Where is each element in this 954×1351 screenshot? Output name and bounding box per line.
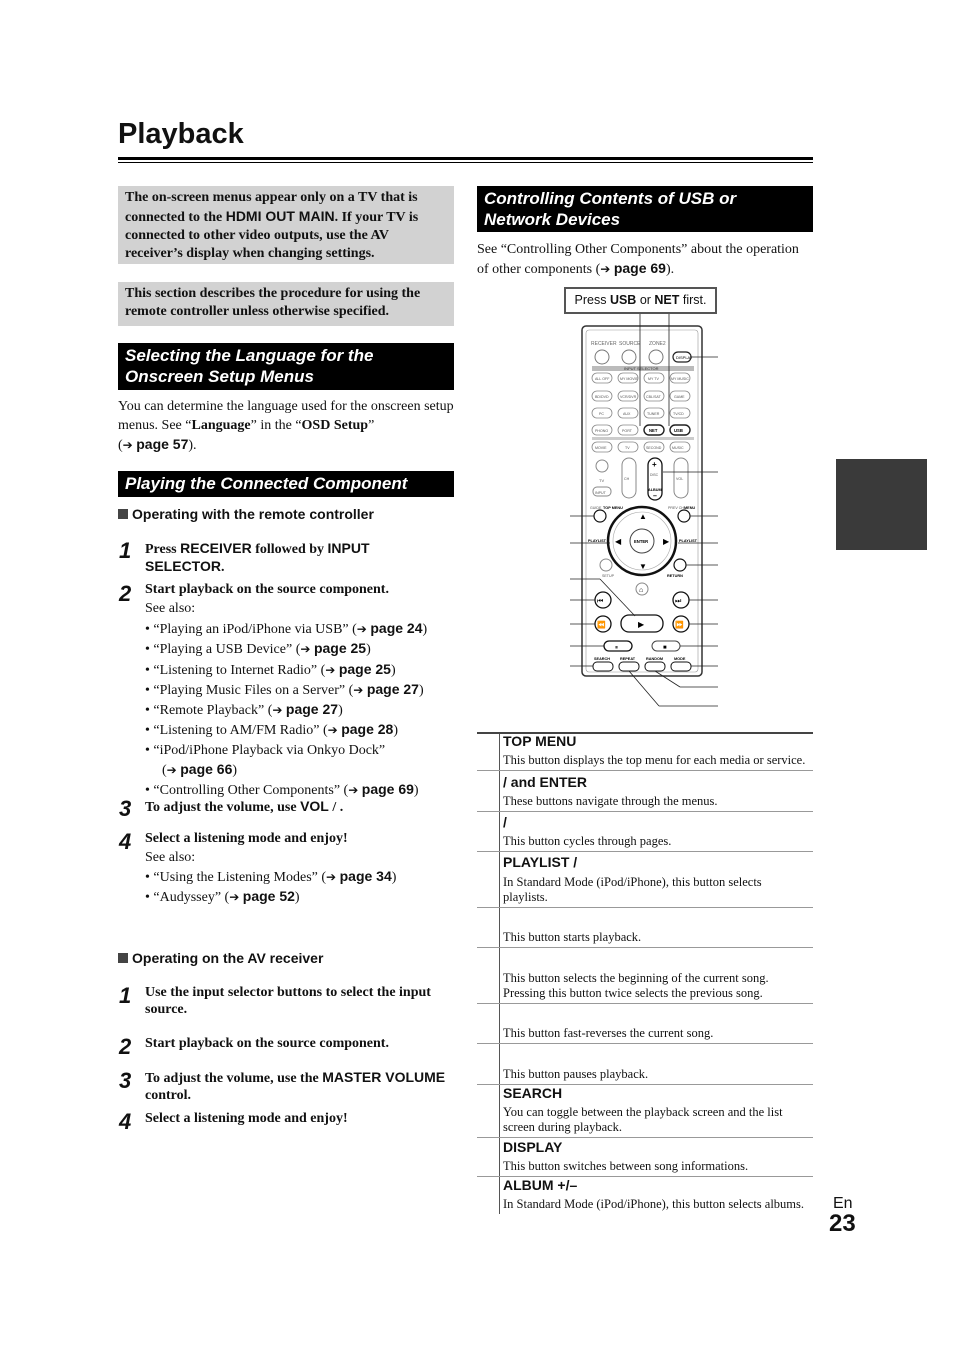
btn-label: TV — [625, 446, 630, 450]
key-desc: In Standard Mode (iPod/iPhone), this button selects albums. — [503, 1197, 805, 1211]
random-button — [645, 662, 665, 671]
list-item: • “Playing Music Files on a Server” (➔ page 27) — [145, 680, 424, 698]
step-number: 4 — [119, 1109, 132, 1134]
input-selector-label: INPUT SELECTOR — [624, 366, 659, 371]
arrow-icon: ➔ — [272, 703, 283, 718]
btn-label: ALL OFF — [595, 377, 610, 381]
usb-label: USB — [674, 428, 683, 433]
title-rule-thin — [118, 162, 813, 163]
step-number: 1 — [119, 983, 132, 1008]
key-desc: This button pauses playback. — [503, 1067, 649, 1081]
see-also-list — [145, 867, 455, 908]
setup-button — [600, 559, 612, 571]
return-button — [674, 559, 686, 571]
random-label: RANDOM — [646, 657, 664, 661]
text: ) — [413, 783, 419, 799]
list-item: • “Listening to Internet Radio” (➔ page 25) — [145, 660, 396, 678]
page-link[interactable]: page 25 — [338, 660, 391, 677]
home-icon: ⌂ — [639, 587, 644, 594]
btn-label: PC — [599, 412, 604, 416]
btn-label: BD/DVD — [595, 395, 609, 399]
note-hdmi: HDMI OUT MAIN — [225, 208, 335, 224]
rew-icon: ⏪ — [597, 622, 606, 629]
plus-icon: + — [652, 460, 657, 469]
search-button — [593, 662, 613, 671]
btn-label: VCR/DVR — [620, 395, 637, 399]
receiver-power-icon — [595, 350, 609, 364]
text: ) — [390, 662, 396, 678]
text: “Using the Listening Modes” ( — [153, 870, 327, 885]
text: “Remote Playback” ( — [153, 703, 273, 719]
text: ). — [665, 262, 675, 277]
arrow-icon: ➔ — [348, 783, 359, 798]
text: “Listening to Internet Radio” ( — [153, 662, 326, 678]
menu-label: MENU — [684, 506, 696, 510]
btn-label: MUSIC — [672, 446, 684, 450]
table-left-rule — [499, 734, 500, 1214]
key-name: / — [503, 814, 507, 830]
text: To adjust the volume, use the — [145, 1071, 323, 1086]
ff-icon: ⏩ — [675, 622, 684, 629]
key-desc: This button selects the beginning of the current song. Pressing this button twice selects the previous song. — [503, 971, 769, 1000]
arrow-icon: ➔ — [166, 763, 177, 778]
mode-button-bottom — [671, 662, 691, 671]
title-rule — [118, 157, 813, 160]
page-number: 23 — [829, 1210, 856, 1237]
ref-language: Language — [191, 418, 251, 433]
heading-text: Controlling Contents of USB or Network Devices — [484, 189, 737, 229]
section-heading-language — [118, 343, 454, 390]
btn-label: GAME — [674, 395, 685, 399]
mode-label: MODE — [674, 657, 686, 661]
list-item: • “Listening to AM/FM Radio” (➔ page 28) — [145, 721, 398, 739]
playlist-label-right: PLAYLIST — [679, 539, 698, 543]
text: followed by — [251, 542, 328, 557]
tv-label: TV — [599, 478, 605, 483]
key-name: ALBUM +/– — [503, 1177, 578, 1193]
text: ) — [391, 870, 397, 885]
pause-icon: ⏸ — [615, 645, 619, 651]
row-divider — [477, 1137, 813, 1138]
press-usb-net-callout — [564, 287, 717, 314]
label-zone2: ZONE2 — [649, 341, 666, 347]
step-number: 2 — [119, 1034, 132, 1059]
down-arrow-icon: ▼ — [639, 562, 647, 571]
text: ). — [188, 438, 197, 453]
text: ( — [162, 763, 167, 779]
key-desc: This button fast-reverses the current song. — [503, 1026, 714, 1040]
row-divider — [477, 811, 813, 812]
next-icon: ⏭ — [675, 598, 682, 605]
play-icon: ▶ — [638, 620, 645, 629]
menu-button — [678, 510, 690, 522]
row-divider — [477, 851, 813, 852]
label-source: SOURCE — [619, 341, 641, 347]
remote-illustration — [560, 314, 725, 710]
step-number: 1 — [119, 538, 132, 563]
row-divider — [477, 1003, 813, 1004]
net-label: NET — [649, 428, 658, 433]
repeat-label: REPEAT — [620, 657, 636, 661]
page-link[interactable]: page 69 — [361, 781, 414, 798]
search-label: SEARCH — [594, 657, 611, 661]
btn-label: CBL/SAT — [646, 395, 661, 399]
row-divider — [477, 1043, 813, 1044]
text: ) — [393, 723, 398, 739]
heading-text: Selecting the Language for the Onscreen Setup Menus — [125, 346, 374, 386]
text: ) — [338, 703, 343, 719]
page-link[interactable]: page 24 — [370, 620, 423, 636]
btn-label: MY MUSIC — [671, 377, 689, 381]
text: . — [220, 560, 225, 575]
step-text — [145, 540, 445, 576]
key-usb: USB — [609, 293, 637, 307]
minus-icon: – — [653, 493, 657, 500]
text: / . — [328, 800, 344, 815]
square-bullet-icon — [118, 509, 128, 519]
subheading-receiver — [118, 950, 323, 966]
text: “iPod/iPhone Playback via Onkyo Dock” — [153, 742, 386, 758]
key-desc: This button switches between song informations. — [503, 1159, 749, 1173]
list-item: • “Using the Listening Modes” (➔ page 34) — [145, 868, 397, 885]
top-menu-button — [594, 510, 606, 522]
zone2-power-icon — [649, 350, 663, 364]
row-divider — [477, 947, 813, 948]
text: ) — [232, 763, 238, 779]
guide-label: GUIDE — [590, 506, 602, 510]
note-text: The on-screen menus appear only on a TV that is connected to the — [125, 190, 418, 225]
up-arrow-icon: ▲ — [639, 512, 647, 521]
key-name: / and ENTER — [503, 774, 588, 790]
page-link[interactable]: page 27 — [366, 680, 419, 697]
key-desc: This button displays the top menu for each media or service. — [503, 753, 806, 767]
arrow-icon: ➔ — [353, 682, 364, 697]
step-number: 2 — [119, 581, 132, 606]
text: “Playing an iPod/iPhone via USB” ( — [153, 622, 357, 637]
text: control. — [145, 1088, 192, 1103]
arrow-icon: ➔ — [325, 662, 336, 677]
text: See “Controlling Other Components” about the operation of other components ( — [477, 242, 799, 277]
key-name: TOP MENU — [503, 733, 577, 749]
album-label: ALBUM — [648, 488, 662, 492]
prevch-label: PREV CH — [668, 506, 684, 510]
language-paragraph — [118, 397, 454, 455]
text: To adjust the volume, use — [145, 800, 301, 815]
tv-power-icon — [596, 460, 608, 472]
return-label: RETURN — [667, 574, 683, 578]
list-item: • “Audyssey” (➔ page 52) — [145, 888, 300, 906]
repeat-button — [619, 662, 639, 671]
heading-text: Playing the Connected Component — [125, 474, 408, 493]
page-title: Playback — [118, 118, 244, 150]
list-item: • “Controlling Other Components” (➔ page 69) — [145, 781, 419, 799]
arrow-icon: ➔ — [356, 622, 367, 636]
step-text: Start playback on the source component. — [145, 582, 389, 597]
text: ” — [368, 418, 375, 433]
btn-label: PORT — [622, 429, 632, 433]
subheading-remote — [118, 506, 374, 522]
subheading-text: Operating on the AV receiver — [132, 950, 324, 966]
playlist-label-left: PLAYLIST — [588, 539, 607, 543]
page-link[interactable]: page 34 — [339, 868, 392, 884]
note-remote — [118, 282, 454, 326]
key-name: SEARCH — [503, 1085, 563, 1101]
square-bullet-icon — [118, 953, 128, 963]
key-name: DISPLAY — [503, 1139, 563, 1155]
text: You can determine the language used for the onscreen setup menus. See “ — [118, 399, 454, 433]
step-number: 3 — [119, 1068, 132, 1093]
page-link[interactable]: page 25 — [313, 640, 367, 657]
page-language: En — [833, 1195, 853, 1212]
btn-label: AUX — [623, 412, 631, 416]
text: “Playing Music Files on a Server” ( — [153, 682, 354, 698]
see-also: See also: — [145, 850, 196, 865]
vol-label: VOL — [676, 477, 684, 481]
arrow-icon: ➔ — [327, 723, 338, 738]
key-input-selector: INPUT SELECTOR — [145, 540, 370, 574]
section-heading-playing — [118, 471, 454, 497]
arrow-icon: ➔ — [600, 262, 611, 276]
list-item: • “Playing a USB Device” (➔ page 25) — [145, 640, 371, 658]
text: ) — [422, 622, 428, 637]
display-label: DISPLAY — [676, 355, 693, 360]
right-arrow-icon: ▶ — [663, 537, 670, 546]
key-name: PLAYLIST / — [503, 854, 578, 870]
text: Press — [574, 293, 610, 307]
page-link[interactable]: page 66 — [180, 761, 233, 778]
input-label: INPUT — [595, 491, 606, 495]
row-divider — [477, 907, 813, 908]
disc-label: DISC — [650, 473, 659, 477]
btn-label: MOVIE — [595, 446, 607, 450]
arrow-icon: ➔ — [326, 870, 337, 884]
row-divider — [477, 770, 813, 771]
tv-ch-label: CH — [624, 477, 630, 481]
enter-label: ENTER — [634, 539, 649, 544]
prev-icon: ⏮ — [597, 598, 604, 605]
section-heading-usb — [477, 186, 813, 232]
step-number: 3 — [119, 796, 132, 821]
btn-label: MY TV — [648, 377, 659, 381]
step-number: 4 — [119, 829, 132, 854]
ref-osd-setup: OSD Setup — [301, 418, 369, 433]
label-receiver: RECEIVER — [591, 341, 617, 347]
btn-label: SECOND — [646, 446, 662, 450]
see-also: See also: — [145, 601, 196, 616]
list-item: • “iPod/iPhone Playback via Onkyo Dock” (➔ page 66) — [145, 742, 386, 779]
text: Press — [145, 542, 181, 557]
chapter-tab — [836, 459, 927, 550]
note-text: . If your TV is connected to other video outputs, use the AV receiver’s display when changing settings. — [125, 210, 419, 261]
step-text: Select a listening mode and enjoy! — [145, 831, 348, 846]
text: ) — [294, 890, 300, 906]
page-link[interactable]: page 28 — [341, 721, 394, 738]
btn-label: PHONO — [595, 429, 609, 433]
key-desc: This button starts playback. — [503, 930, 642, 944]
text: ( — [118, 438, 123, 453]
top-menu-label: TOP MENU — [603, 506, 623, 510]
btn-label: MY MOVIE — [620, 377, 638, 381]
page-link[interactable]: page 27 — [285, 701, 339, 718]
text: ) — [366, 642, 371, 658]
page-link[interactable]: page 52 — [242, 888, 295, 905]
key-receiver: RECEIVER — [180, 540, 252, 556]
arrow-icon: ➔ — [300, 642, 311, 657]
key-desc: You can toggle between the playback screen and the list screen during playback. — [503, 1105, 783, 1134]
key-desc: This button cycles through pages. — [503, 834, 672, 848]
text: “Listening to AM/FM Radio” ( — [153, 723, 328, 739]
list-item: • “Remote Playback” (➔ page 27) — [145, 701, 343, 719]
list-item: • “Playing an iPod/iPhone via USB” (➔ page 24) — [145, 620, 428, 637]
source-power-icon — [622, 350, 636, 364]
setup-label: SETUP — [602, 574, 614, 578]
key-desc: These buttons navigate through the menus. — [503, 794, 718, 808]
btn-label: TUNER — [647, 412, 660, 416]
page-link[interactable]: page 69 — [613, 260, 666, 276]
text: ” in the “ — [250, 418, 302, 433]
page-link[interactable]: page 57 — [136, 436, 189, 452]
step-text: Use the input selector buttons to select the input source. — [145, 985, 431, 1017]
arrow-icon: ➔ — [122, 438, 133, 452]
text: “Audyssey” ( — [153, 890, 230, 906]
text: “Controlling Other Components” ( — [153, 783, 349, 799]
usb-paragraph — [477, 240, 813, 279]
step-text: Start playback on the source component. — [145, 1036, 389, 1051]
step-text: Select a listening mode and enjoy! — [145, 1111, 348, 1126]
stop-icon: ■ — [663, 645, 667, 651]
key-vol: VOL — [300, 798, 329, 814]
btn-label: TV/CD — [673, 412, 684, 416]
left-arrow-icon: ◀ — [615, 537, 622, 546]
see-also-list — [145, 619, 455, 801]
note-text: This section describes the procedure for using the remote controller unless otherwise specified. — [125, 286, 421, 319]
key-net: NET — [654, 293, 680, 307]
text: “Playing a USB Device” ( — [153, 642, 301, 658]
key-master-volume: MASTER VOLUME — [322, 1069, 446, 1085]
text: first. — [679, 293, 707, 307]
step-text — [145, 798, 445, 816]
arrow-icon: ➔ — [229, 890, 240, 905]
text: or — [636, 293, 655, 307]
text: ) — [418, 682, 424, 698]
mode-bar — [592, 437, 694, 440]
subheading-text: Operating with the remote controller — [132, 506, 374, 522]
key-desc: In Standard Mode (iPod/iPhone), this button selects playlists. — [503, 875, 762, 904]
step-text — [145, 1069, 455, 1104]
note-osd — [118, 186, 454, 264]
